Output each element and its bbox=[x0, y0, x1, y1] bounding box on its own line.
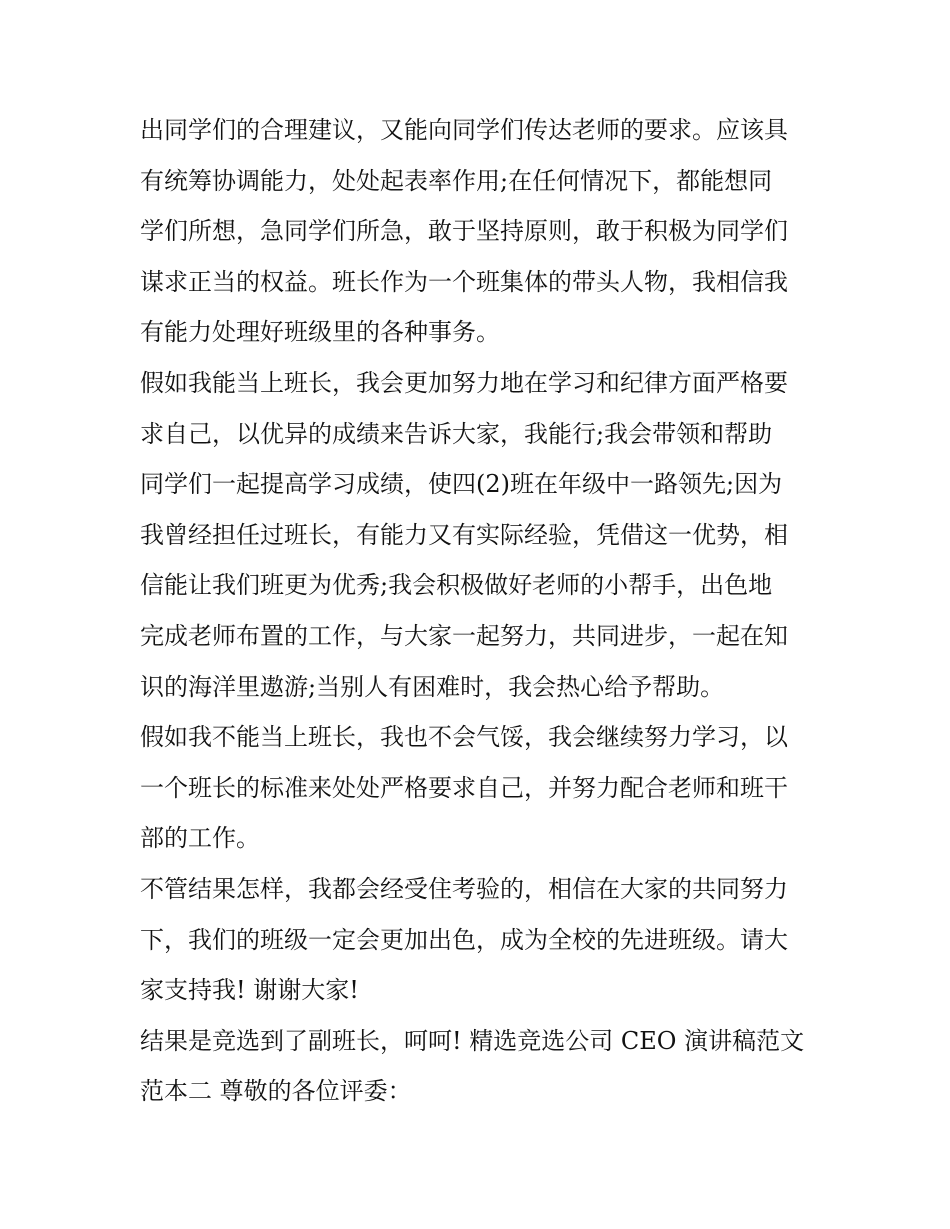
text-line: 结果是竞选到了副班长，呵呵! 精选竞选公司 CEO 演讲稿范文 bbox=[140, 1026, 805, 1055]
document-body bbox=[140, 105, 820, 1117]
text-line: 一个班长的标准来处处严格要求自己，并努力配合老师和班干 bbox=[140, 773, 788, 802]
text-line: 有能力处理好班级里的各种事务。 bbox=[140, 318, 500, 347]
text-line: 假如我不能当上班长，我也不会气馁，我会继续努力学习，以 bbox=[140, 723, 788, 752]
text-line: 识的海洋里遨游;当别人有困难时，我会热心给予帮助。 bbox=[140, 672, 725, 701]
text-line: 有统筹协调能力，处处起表率作用;在任何情况下，都能想同 bbox=[140, 166, 773, 195]
text-line: 学们所想，急同学们所急，敢于坚持原则，敢于积极为同学们 bbox=[140, 217, 788, 246]
text-line: 家支持我! 谢谢大家! bbox=[140, 976, 359, 1005]
text-line: 求自己，以优异的成绩来告诉大家，我能行;我会带领和帮助 bbox=[140, 419, 773, 448]
text-line: 范本二 尊敬的各位评委： bbox=[140, 1077, 412, 1106]
text-line: 谋求正当的权益。班长作为一个班集体的带头人物，我相信我 bbox=[140, 267, 788, 296]
text-line: 信能让我们班更为优秀;我会积极做好老师的小帮手，出色地 bbox=[140, 571, 773, 600]
text-line: 同学们一起提高学习成绩，使四(2)班在年级中一路领先;因为 bbox=[140, 470, 783, 499]
text-line: 下，我们的班级一定会更加出色，成为全校的先进班级。请大 bbox=[140, 925, 788, 954]
text-line: 不管结果怎样，我都会经受住考验的，相信在大家的共同努力 bbox=[140, 874, 788, 903]
text-line: 完成老师布置的工作，与大家一起努力，共同进步，一起在知 bbox=[140, 621, 788, 650]
text-line: 部的工作。 bbox=[140, 824, 260, 853]
text-line: 我曾经担任过班长，有能力又有实际经验，凭借这一优势，相 bbox=[140, 520, 788, 549]
text-line: 假如我能当上班长，我会更加努力地在学习和纪律方面严格要 bbox=[140, 368, 788, 397]
text-line: 出同学们的合理建议，又能向同学们传达老师的要求。应该具 bbox=[140, 116, 788, 144]
